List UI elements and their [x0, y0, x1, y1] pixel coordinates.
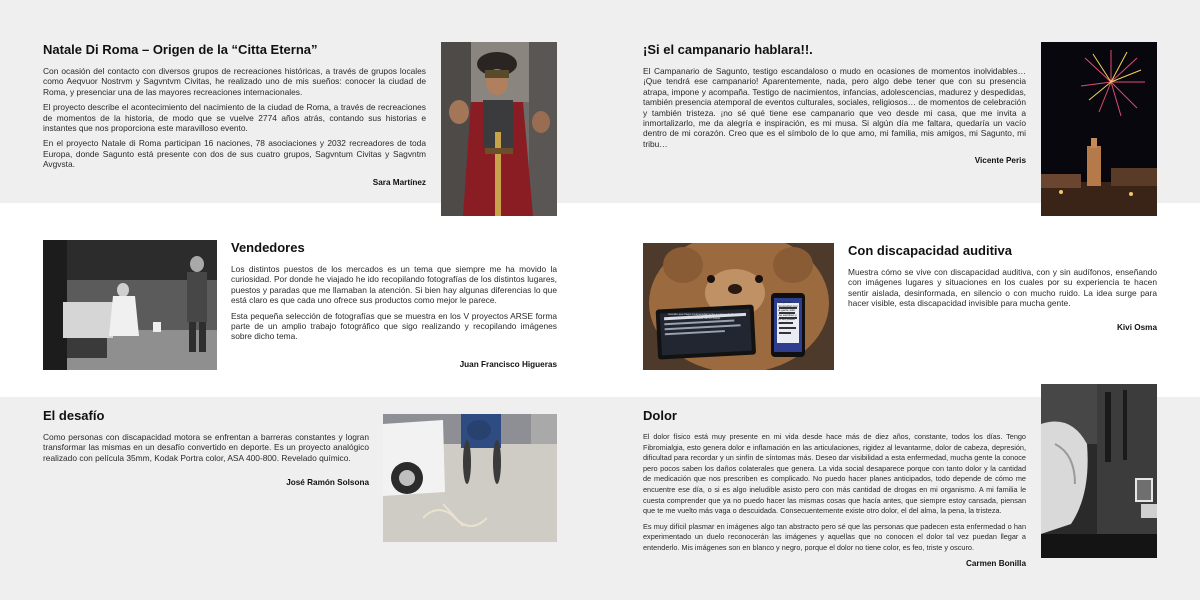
photo-fireworks-bell-tower — [1041, 42, 1157, 216]
article-desafio — [43, 408, 369, 498]
article-discapacidad — [848, 243, 1157, 343]
article-title: Natale Di Roma – Origen de la “Citta Eterna” — [43, 42, 318, 57]
article-title: Vendedores — [231, 240, 305, 255]
article-title: ¡Si el campanario hablara!!. — [643, 42, 813, 57]
article-author: José Ramón Solsona — [286, 478, 369, 487]
article-paragraph: El Campanario de Sagunto, testigo escandaloso o mudo en ocasiones de momentos inolvidables… ¡Que tendrá ese campanario! Aparentemente, nada, pero algo debe tener que con su presencia atrapa, impone y acompaña. Testigo de nacimientos, infancias, adolescencias, madurez y despedidas, también presencia atemporal de eventos culturales, sociales, religiosos… de momentos de celebración y también tristeza. ¡no sé qué tiene ese campanario que veo desde mi casa, que me invita a inmortalizarlo, me da alegría e inspiración, es mi musa. Si algún día me faltara, quedaría un vacío dentro de mi corazón. Creo que es el símbolo de lo que amo, mi familia, mis amigos, mi Sagunto, mi tribu… — [643, 66, 1026, 149]
article-body — [43, 432, 369, 463]
article-paragraph: El dolor físico está muy presente en mi vida desde hace más de diez años, constante, todos los días. Tengo Fibromialgia, esto genera dolor e inflamación en las articulaciones, rigidez al levantarme, dolor de cabeza, depresión, dificultad para recordar y un sinfín de síntomas más. Deseo dar visibilidad a esta enfermedad, mucha gente la conoce pero pocos saben los daños colaterales que genera. La vida social desaparece porque con tanto dolor y la cantidad de medicación que nos prescriben es complicado. No puedo hacer planes anticipados, todo depende de cómo me encuentre ese día, o si es algo ineludible asisto pero con más cantidad de drogas en mi organismo. A mi familia le cuesta comprender que ya no puedo hacer las mismas cosas que hacía antes, que siempre estoy cansada, piensan que te me vuelto más vaga o descuidada. Consecuentemente existe otro dolor, el del alma, la pena, la tristeza. — [643, 432, 1026, 516]
article-title: Con discapacidad auditiva — [848, 243, 1012, 258]
article-author: Kivi Osma — [1116, 323, 1157, 332]
phone-screen-text: me puedo comunicar con la gente sólo me escriben y yo les puedo leer — [778, 300, 798, 326]
article-body — [643, 432, 1026, 554]
article-author: Juan Francisco Higueras — [459, 360, 557, 369]
article-paragraph: En el proyecto Natale di Roma participan 16 naciones, 78 asociaciones y 2032 recreadores de toda Europa, donde Sagunto está presente con dos de sus cuatro grupos, Sagvntum Civitas y Sagvntm Avgvsta. — [43, 138, 426, 170]
article-campanario — [643, 42, 1026, 172]
photo-roman-soldier — [441, 42, 557, 216]
article-title: El desafío — [43, 408, 105, 423]
article-body — [231, 264, 557, 342]
article-paragraph: Muestra cómo se vive con discapacidad auditiva, con y sin audífonos, enseñando con imágenes lugares y situaciones en los cuales por su experiencia te hacen sentir aislada, desinformada, en silencio o con mucho ruido. La idea surge para hacer visible, esta discapacidad invisible para mucha gente. — [848, 267, 1157, 309]
photo-bedroom-bw — [1041, 384, 1157, 558]
article-paragraph: Los distintos puestos de los mercados es un tema que siempre me ha movido la curiosidad. Por donde he viajado he ido recopilando fotografías de los distintos lugares, puestos y paradas que me llamaban la atención. Si bien hay algunas diferencias lo que está claro es que cada uno ofrece sus productos como mejor le parece. — [231, 264, 557, 306]
article-vendedores — [231, 240, 557, 370]
article-paragraph: Esta pequeña selección de fotografías que se muestra en los V proyectos ARSE forma parte de un amplio trabajo fotográfico que sigo realizando y recopilando imágenes sobre dicho tema. — [231, 310, 557, 342]
tablet-screen-text: cuando que llega inesperadamente a casa y lo tienes que utilizar el intercomunicador de mi mano — [668, 312, 745, 320]
article-body — [848, 267, 1157, 309]
article-title: Dolor — [643, 408, 677, 423]
article-dolor — [643, 408, 1026, 573]
article-paragraph: Es muy difícil plasmar en imágenes algo tan abstracto pero sé que las personas que padecen esta enfermedad o han experimentado un duelo reconocerán las imágenes y aquellas que no conocen el dolor tal vez puedan llegar a entenderlo. Mis imágenes son en blanco y negro, porque el dolor no tiene color, es feo, triste y oscuro. — [643, 521, 1026, 552]
article-paragraph: El proyecto describe el acontecimiento del nacimiento de la ciudad de Roma, a través de recreaciones de momentos de la historia, de modo que se vuelve 2774 años atrás, contando sus historias e instantes que nos proporciona este maravilloso evento. — [43, 102, 426, 134]
article-body — [643, 66, 1026, 149]
photo-market-vendors — [43, 240, 217, 370]
article-paragraph: Con ocasión del contacto con diversos grupos de recreaciones históricas, a través de grupos locales como Aeqvuor Nostrvm y Sagvntvm Civitas, he realizado uno de mis sueños: conocer la ciudad de Roma, y presenciar una de las mayores recreaciones internacionales. — [43, 66, 426, 97]
article-paragraph: Como personas con discapacidad motora se enfrentan a barreras constantes y logran transformar las mismas en un desafío convertido en deporte. Es un proyecto analógico realizado con película 35mm, Kodak Portra color, ASA 400-800. Revelado químico. — [43, 432, 369, 463]
article-author: Vicente Peris — [974, 156, 1026, 165]
photo-wheelchair-street — [383, 414, 557, 542]
photo-teddy-devices — [643, 243, 834, 370]
article-author: Sara Martínez — [372, 178, 426, 187]
article-natale — [43, 42, 426, 192]
article-body — [43, 66, 426, 170]
article-author: Carmen Bonilla — [965, 559, 1026, 568]
